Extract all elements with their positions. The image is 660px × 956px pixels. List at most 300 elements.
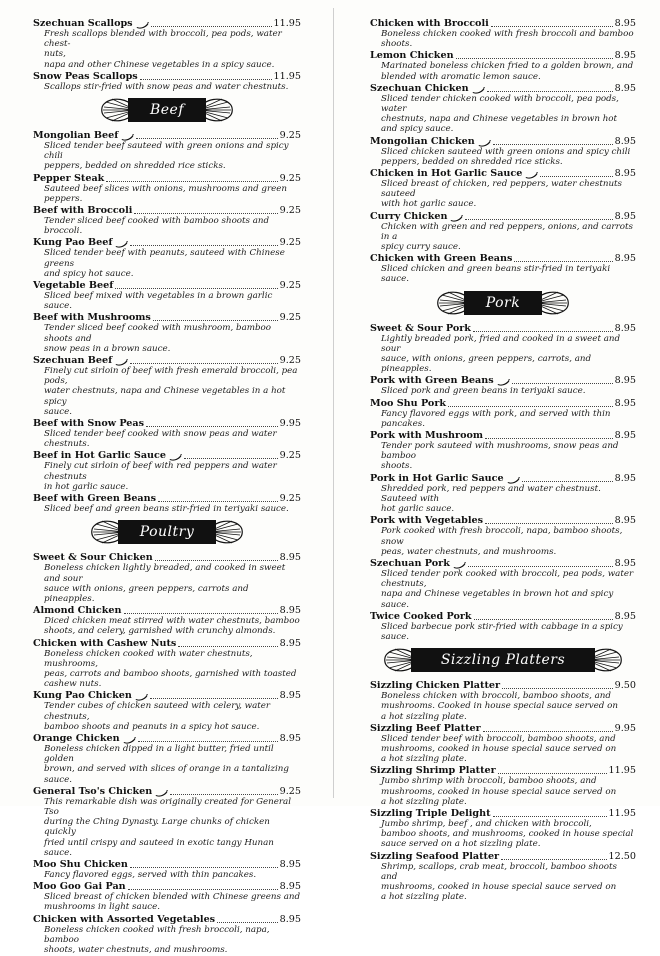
menu-item bbox=[370, 168, 636, 210]
dot-leader bbox=[150, 697, 278, 699]
dish-price: 8.95 bbox=[614, 557, 636, 569]
dish-description: peppers, bedded on shredded rice sticks. bbox=[381, 156, 563, 167]
menu-column-left bbox=[33, 18, 301, 956]
dish-name: Sweet & Sour Pork bbox=[370, 322, 471, 334]
dish-description: bamboo shoots, and mushrooms, cooked in house special bbox=[381, 829, 634, 840]
dish-name: Szechuan Chicken bbox=[370, 82, 469, 94]
dish-description: This remarkable dish was originally created for General Tso bbox=[44, 796, 292, 817]
dish-description: Scallops stir-fried with snow peas and water chestnuts. bbox=[44, 81, 289, 92]
dish-name: Kung Pao Beef bbox=[33, 237, 113, 249]
dish-price: 9.95 bbox=[614, 722, 636, 734]
menu-item-header bbox=[370, 558, 636, 569]
menu-item bbox=[33, 690, 301, 732]
menu-item bbox=[33, 733, 301, 785]
section-banner-poultry bbox=[33, 518, 301, 546]
dot-leader bbox=[501, 858, 606, 860]
chili-pepper-icon bbox=[169, 453, 182, 460]
dot-leader bbox=[485, 437, 613, 439]
dish-price: 8.95 bbox=[279, 637, 301, 649]
dish-description: Diced chicken meat stirred with water chestnuts, bamboo bbox=[44, 616, 300, 627]
menu-item bbox=[33, 130, 301, 172]
dish-name: Pork with Green Beans bbox=[370, 375, 494, 387]
dish-description: mushrooms. Cooked in house special sauce served on bbox=[381, 701, 618, 712]
menu-item bbox=[33, 280, 301, 311]
menu-item-header bbox=[370, 473, 636, 484]
dish-name: Chicken with Assorted Vegetables bbox=[33, 913, 216, 925]
menu-item-header bbox=[370, 83, 636, 94]
dot-leader bbox=[140, 78, 272, 80]
dish-name: Sizzling Seafood Platter bbox=[370, 850, 500, 862]
dish-name: Orange Chicken bbox=[33, 732, 120, 744]
dish-name: Sweet & Sour Chicken bbox=[33, 552, 153, 564]
dish-description: Sliced tender beef cooked with snow peas and water chestnuts. bbox=[44, 429, 277, 450]
dish-price: 8.95 bbox=[279, 690, 301, 702]
section-banner-beef bbox=[33, 96, 301, 124]
dish-description: Sliced tender pork cooked with broccoli, pea pods, water chestnuts, bbox=[381, 568, 634, 590]
dot-leader bbox=[130, 244, 277, 246]
menu-item-header bbox=[33, 493, 301, 504]
dish-price: 9.25 bbox=[279, 785, 301, 797]
dot-leader bbox=[134, 212, 277, 214]
menu-item bbox=[370, 136, 636, 167]
dish-price: 8.95 bbox=[614, 430, 636, 442]
menu-item bbox=[33, 355, 301, 417]
menu-item-header bbox=[370, 50, 636, 61]
dish-name: Twice Cooked Pork bbox=[370, 610, 472, 622]
dish-price: 8.95 bbox=[614, 18, 636, 29]
menu-item bbox=[33, 71, 301, 92]
dot-leader bbox=[136, 137, 277, 139]
menu-item bbox=[33, 638, 301, 690]
dot-leader bbox=[485, 522, 613, 524]
dot-leader bbox=[491, 25, 613, 27]
menu-item bbox=[33, 605, 301, 636]
dish-price: 8.95 bbox=[614, 375, 636, 387]
dot-leader bbox=[493, 143, 613, 145]
menu-item-header bbox=[33, 280, 301, 291]
menu-item-header bbox=[370, 136, 636, 147]
menu-item-header bbox=[33, 237, 301, 248]
section-title: Poultry bbox=[118, 520, 217, 544]
dish-price: 9.25 bbox=[279, 355, 301, 367]
dish-description: Fresh scallops blended with broccoli, pea pods, water chest- bbox=[44, 29, 282, 50]
dish-price: 8.95 bbox=[614, 50, 636, 62]
dish-price: 9.25 bbox=[279, 172, 301, 184]
menu-item bbox=[370, 808, 636, 850]
dish-name: Chicken with Green Beans bbox=[370, 253, 513, 265]
menu-item-header bbox=[370, 765, 636, 776]
dish-name: Vegetable Beef bbox=[33, 280, 114, 292]
dish-price: 11.95 bbox=[273, 18, 301, 29]
section-title: Beef bbox=[128, 98, 206, 122]
menu-item bbox=[33, 205, 301, 236]
menu-item-header bbox=[33, 450, 301, 461]
dish-name: Szechuan Beef bbox=[33, 355, 113, 367]
chili-pepper-icon bbox=[450, 214, 463, 221]
dish-description: Boneless chicken with broccoli, bamboo shoots, and bbox=[381, 691, 611, 702]
chili-pepper-icon bbox=[136, 21, 149, 28]
dish-price: 11.95 bbox=[273, 70, 301, 82]
menu-item-header bbox=[370, 375, 636, 386]
menu-item-header bbox=[370, 680, 636, 691]
dish-price: 8.95 bbox=[614, 135, 636, 147]
dish-description: nuts, bbox=[44, 49, 66, 60]
dish-description: brown, and served with slices of orange in a tantalizing sauce. bbox=[44, 764, 289, 785]
menu-item-header bbox=[370, 398, 636, 409]
menu-item-header bbox=[33, 914, 301, 925]
dish-description: Tender pork sauteed with mushrooms, snow peas and bamboo bbox=[381, 441, 619, 462]
dish-description: Boneless chicken dipped in a light butter, fried until golden bbox=[44, 743, 274, 765]
menu-item-header bbox=[370, 211, 636, 222]
dish-description: Sliced tender chicken cooked with broccoli, pea pods, water bbox=[381, 93, 619, 115]
menu-item bbox=[370, 765, 636, 807]
section-banner-sizzling-platters bbox=[370, 646, 636, 674]
dish-description: cashew nuts. bbox=[44, 679, 102, 690]
dot-leader bbox=[130, 866, 278, 868]
chili-pepper-icon bbox=[115, 358, 128, 365]
dish-price: 8.95 bbox=[614, 168, 636, 180]
menu-item bbox=[33, 881, 301, 912]
menu-column-right bbox=[370, 18, 636, 903]
dish-price: 8.95 bbox=[614, 610, 636, 622]
dish-description: Finely cut sirloin of beef with fresh emerald broccoli, pea pods, bbox=[44, 366, 298, 387]
dot-leader bbox=[170, 793, 277, 795]
section-title: Pork bbox=[464, 291, 542, 315]
menu-item bbox=[33, 450, 301, 492]
dish-name: Pork in Hot Garlic Sauce bbox=[370, 472, 504, 484]
dot-leader bbox=[487, 90, 613, 92]
dish-description: Fancy flavored eggs with pork, and served with thin pancakes. bbox=[381, 408, 611, 429]
menu-item-header bbox=[33, 18, 301, 29]
dot-leader bbox=[448, 405, 613, 407]
dish-description: Fancy flavored eggs, served with thin pancakes. bbox=[44, 869, 257, 880]
dish-name: Mongolian Beef bbox=[33, 130, 119, 142]
dish-name: Chicken with Broccoli bbox=[370, 18, 489, 29]
dot-leader bbox=[498, 772, 607, 774]
dish-description: sauce, with onions, green peppers, carrots, and pineapples. bbox=[381, 354, 592, 375]
section-title: Sizzling Platters bbox=[411, 648, 595, 672]
dot-leader bbox=[124, 612, 278, 614]
menu-item-header bbox=[370, 808, 636, 819]
dish-description: Chicken with green and red peppers, onions, and carrots in a bbox=[381, 221, 633, 242]
dot-leader bbox=[130, 362, 277, 364]
menu-item-header bbox=[370, 430, 636, 441]
dish-price: 8.95 bbox=[279, 552, 301, 564]
dish-price: 9.25 bbox=[279, 280, 301, 292]
menu-item bbox=[33, 237, 301, 279]
dot-leader bbox=[151, 25, 272, 27]
menu-item-header bbox=[33, 418, 301, 429]
dish-name: Beef with Broccoli bbox=[33, 205, 133, 217]
dot-leader bbox=[115, 287, 277, 289]
dot-leader bbox=[128, 888, 278, 890]
dish-description: fried until crispy and sauteed in exotic tangy Hunan sauce. bbox=[44, 837, 274, 858]
dish-price: 9.25 bbox=[279, 237, 301, 249]
menu-item-header bbox=[33, 786, 301, 797]
menu-item-header bbox=[370, 611, 636, 622]
menu-item bbox=[370, 50, 636, 81]
dish-name: Sizzling Chicken Platter bbox=[370, 680, 501, 692]
menu-item bbox=[370, 851, 636, 903]
menu-item bbox=[370, 211, 636, 253]
dish-name: Moo Goo Gai Pan bbox=[33, 881, 126, 893]
dish-name: Moo Shu Pork bbox=[370, 397, 447, 409]
menu-item-header bbox=[33, 733, 301, 744]
dot-leader bbox=[184, 457, 278, 459]
dish-description: Finely cut sirloin of beef with red peppers and water chestnuts bbox=[44, 461, 277, 482]
menu-item bbox=[370, 398, 636, 429]
dot-leader bbox=[155, 559, 278, 561]
dot-leader bbox=[512, 382, 613, 384]
dish-description: a hot sizzling plate. bbox=[381, 892, 467, 903]
dish-name: Snow Peas Scallops bbox=[33, 70, 138, 82]
menu-item-header bbox=[33, 205, 301, 216]
dish-description: peas, water chestnuts, and mushrooms. bbox=[381, 546, 557, 557]
dot-leader bbox=[158, 500, 278, 502]
menu-item-header bbox=[370, 723, 636, 734]
dish-description: in hot garlic sauce. bbox=[44, 481, 129, 492]
dish-name: General Tso's Chicken bbox=[33, 785, 153, 797]
dot-leader bbox=[153, 319, 278, 321]
menu-item bbox=[33, 552, 301, 604]
chili-pepper-icon bbox=[121, 133, 134, 140]
dish-price: 8.95 bbox=[614, 397, 636, 409]
dish-price: 8.95 bbox=[279, 913, 301, 925]
dish-name: Beef with Snow Peas bbox=[33, 418, 145, 430]
dish-description: sauce. bbox=[44, 406, 73, 417]
menu-item bbox=[370, 253, 636, 284]
dish-description: Boneless chicken lightly breaded, and cooked in sweet and sour bbox=[44, 563, 286, 584]
dish-description: Jumbo shrimp with broccoli, bamboo shoots, and bbox=[381, 776, 597, 787]
menu-item bbox=[370, 680, 636, 722]
dish-description: during the Ching Dynasty. Large chunks of chicken quickly bbox=[44, 817, 270, 838]
chili-pepper-icon bbox=[472, 86, 485, 93]
dish-name: Szechuan Pork bbox=[370, 557, 450, 569]
dish-price: 8.95 bbox=[614, 253, 636, 265]
dish-description: Jumbo shrimp, beef , and chicken with broccoli, bbox=[381, 818, 592, 829]
dish-description: Sliced tender beef with broccoli, bamboo shoots, and bbox=[381, 733, 616, 744]
dish-name: Pork with Mushroom bbox=[370, 430, 484, 442]
dish-name: Pork with Vegetables bbox=[370, 515, 484, 527]
dish-description: napa and Chinese vegetables in brown hot and spicy sauce. bbox=[381, 589, 614, 610]
dish-name: Sizzling Shrimp Platter bbox=[370, 765, 496, 777]
dish-description: Sliced tender beef sauteed with green onions and spicy chili bbox=[44, 141, 289, 162]
dish-description: Sliced beef mixed with vegetables in a brown garlic sauce. bbox=[44, 291, 273, 312]
dish-description: peppers, bedded on shredded rice sticks. bbox=[44, 161, 226, 172]
dish-price: 8.95 bbox=[614, 472, 636, 484]
dot-leader bbox=[540, 175, 612, 177]
dot-leader bbox=[522, 480, 613, 482]
dish-price: 8.95 bbox=[279, 732, 301, 744]
dish-description: Pork cooked with fresh broccoli, napa, bamboo shoots, snow bbox=[381, 526, 623, 547]
chili-pepper-icon bbox=[497, 378, 510, 385]
menu-item-header bbox=[370, 515, 636, 526]
menu-item bbox=[33, 18, 301, 70]
menu-item-header bbox=[33, 173, 301, 184]
dish-description: a hot sizzling plate. bbox=[381, 754, 467, 765]
menu-item-header bbox=[370, 323, 636, 334]
dish-description: Sliced beef and green beans stir-fried in teriyaki sauce. bbox=[44, 504, 289, 515]
dish-description: mushrooms, cooked in house special sauce served on bbox=[381, 881, 617, 892]
dish-description: Sliced tender beef with peanuts, sauteed with Chinese greens bbox=[44, 248, 285, 269]
menu-item-header bbox=[33, 638, 301, 649]
dish-description: water chestnuts, napa and Chinese vegetables in a hot spicy bbox=[44, 386, 286, 407]
dish-name: Sizzling Triple Delight bbox=[370, 807, 491, 819]
dot-leader bbox=[178, 645, 277, 647]
dot-leader bbox=[473, 330, 613, 332]
chili-pepper-icon bbox=[507, 476, 520, 483]
menu-item bbox=[33, 312, 301, 354]
dish-description: sauce with onions, green peppers, carrots and pineapples. bbox=[44, 583, 249, 604]
dish-name: Mongolian Chicken bbox=[370, 135, 475, 147]
menu-item bbox=[370, 723, 636, 765]
chili-pepper-icon bbox=[135, 693, 148, 700]
dish-name: Beef in Hot Garlic Sauce bbox=[33, 450, 166, 462]
dish-price: 9.25 bbox=[279, 312, 301, 324]
dish-description: shoots, water chestnuts, and mushrooms. bbox=[44, 944, 228, 955]
dish-description: a hot sizzling plate. bbox=[381, 796, 467, 807]
dish-description: Tender sliced beef cooked with mushroom, bamboo shoots and bbox=[44, 323, 272, 344]
dot-leader bbox=[146, 425, 278, 427]
chili-pepper-icon bbox=[525, 171, 538, 178]
dish-price: 9.25 bbox=[279, 493, 301, 505]
dish-description: blended with aromatic lemon sauce. bbox=[381, 71, 541, 82]
menu-item bbox=[33, 493, 301, 514]
dot-leader bbox=[474, 618, 613, 620]
dish-description: Tender sliced beef cooked with bamboo shoots and broccoli. bbox=[44, 216, 270, 237]
dish-description: shoots, and celery, garnished with crunchy almonds. bbox=[44, 626, 276, 637]
dish-description: spicy curry sauce. bbox=[381, 242, 461, 253]
dot-leader bbox=[217, 921, 278, 923]
dish-price: 8.95 bbox=[614, 515, 636, 527]
dish-price: 9.25 bbox=[279, 130, 301, 142]
dish-name: Almond Chicken bbox=[33, 605, 122, 617]
dish-description: mushrooms in light sauce. bbox=[44, 902, 161, 913]
dot-leader bbox=[465, 218, 612, 220]
chili-pepper-icon bbox=[123, 736, 136, 743]
chili-pepper-icon bbox=[478, 139, 491, 146]
dish-description: Sliced breast of chicken blended with Chinese greens and bbox=[44, 892, 301, 903]
dot-leader bbox=[483, 730, 613, 732]
dish-description: Sliced chicken sauteed with green onions and spicy chili bbox=[381, 146, 631, 157]
menu-item bbox=[33, 786, 301, 858]
menu-item-header bbox=[33, 355, 301, 366]
dot-leader bbox=[138, 740, 278, 742]
dish-description: Lightly breaded pork, fried and cooked in a sweet and sour bbox=[381, 333, 621, 354]
dish-description: chestnuts, napa and Chinese vegetables in brown hot bbox=[381, 114, 618, 125]
dish-price: 11.95 bbox=[608, 807, 636, 819]
dish-description: sauce served on a hot sizzling plate. bbox=[381, 839, 541, 850]
dish-description: Sliced pork and green beans in teriyaki sauce. bbox=[381, 386, 586, 397]
section-banner-pork bbox=[370, 289, 636, 317]
dish-price: 8.95 bbox=[279, 881, 301, 893]
menu-item bbox=[370, 323, 636, 375]
menu-item-header bbox=[370, 18, 636, 29]
menu-item bbox=[370, 430, 636, 472]
dish-price: 8.95 bbox=[279, 605, 301, 617]
dish-description: napa and other Chinese vegetables in a spicy sauce. bbox=[44, 59, 275, 70]
menu-item bbox=[33, 418, 301, 449]
dish-price: 8.95 bbox=[614, 322, 636, 334]
column-divider bbox=[333, 8, 334, 798]
dish-description: a hot sizzling plate. bbox=[381, 711, 467, 722]
dot-leader bbox=[514, 260, 612, 262]
dish-description: mushrooms, cooked in house special sauce served on bbox=[381, 743, 617, 754]
menu-item-header bbox=[33, 71, 301, 82]
dish-description: hot garlic sauce. bbox=[381, 504, 455, 515]
menu-item bbox=[33, 914, 301, 956]
dish-name: Chicken in Hot Garlic Sauce bbox=[370, 168, 523, 180]
menu-item bbox=[370, 611, 636, 642]
menu-item-header bbox=[370, 253, 636, 264]
dot-leader bbox=[456, 57, 613, 59]
dish-description: bamboo shoots and peanuts in a spicy hot sauce. bbox=[44, 721, 260, 732]
dish-description: peas, carrots and bamboo shoots, garnished with toasted bbox=[44, 668, 297, 679]
dish-description: mushrooms, cooked in house special sauce served on bbox=[381, 786, 617, 797]
menu-item bbox=[33, 859, 301, 880]
dish-name: Beef with Green Beans bbox=[33, 493, 157, 505]
dish-description: shoots. bbox=[381, 461, 413, 472]
chili-pepper-icon bbox=[155, 789, 168, 796]
menu-item bbox=[370, 473, 636, 515]
menu-item bbox=[33, 173, 301, 204]
menu-item bbox=[370, 83, 636, 135]
dish-description: Sliced breast of chicken, red peppers, water chestnuts sauteed bbox=[381, 179, 622, 200]
dish-description: Boneless chicken cooked with fresh broccoli and bamboo shoots. bbox=[381, 29, 634, 50]
dish-price: 11.95 bbox=[608, 765, 636, 777]
menu-item bbox=[370, 375, 636, 396]
dish-description: Sliced barbecue pork stir-fried with cabbage in a spicy sauce. bbox=[381, 621, 623, 642]
dot-leader bbox=[106, 180, 277, 182]
menu-item-header bbox=[33, 859, 301, 870]
menu-item-header bbox=[370, 168, 636, 179]
chili-pepper-icon bbox=[115, 240, 128, 247]
dish-price: 9.25 bbox=[279, 205, 301, 217]
dish-name: Chicken with Cashew Nuts bbox=[33, 637, 177, 649]
dish-name: Szechuan Scallops bbox=[33, 18, 133, 29]
dot-leader bbox=[468, 565, 613, 567]
dish-description: Boneless chicken cooked with fresh broccoli, napa, bamboo bbox=[44, 924, 270, 945]
menu-item-header bbox=[33, 312, 301, 323]
dot-leader bbox=[502, 687, 613, 689]
dish-name: Kung Pao Chicken bbox=[33, 690, 132, 702]
dish-description: and spicy hot sauce. bbox=[44, 268, 134, 279]
dish-name: Sizzling Beef Platter bbox=[370, 722, 481, 734]
dish-description: snow peas in a brown sauce. bbox=[44, 343, 171, 354]
menu-item-header bbox=[370, 851, 636, 862]
dish-price: 8.95 bbox=[614, 210, 636, 222]
dish-description: Sauteed beef slices with onions, mushrooms and green peppers. bbox=[44, 183, 288, 204]
dish-description: Boneless chicken cooked with water chestnuts, mushrooms, bbox=[44, 648, 253, 669]
dish-price: 9.25 bbox=[279, 450, 301, 462]
dish-price: 9.95 bbox=[279, 418, 301, 430]
dish-description: with hot garlic sauce. bbox=[381, 199, 477, 210]
menu-item-header bbox=[33, 881, 301, 892]
dish-name: Curry Chicken bbox=[370, 210, 448, 222]
menu-item-header bbox=[33, 605, 301, 616]
dish-description: Marinated boneless chicken fried to a golden brown, and bbox=[381, 61, 634, 72]
dish-price: 12.50 bbox=[608, 850, 636, 862]
menu-item bbox=[370, 18, 636, 49]
dish-name: Lemon Chicken bbox=[370, 50, 454, 62]
dish-description: Shrimp, scallops, crab meat, broccoli, bamboo shoots and bbox=[381, 861, 617, 882]
menu-item-header bbox=[33, 690, 301, 701]
dish-name: Beef with Mushrooms bbox=[33, 312, 151, 324]
dish-description: Sliced chicken and green beans stir-fried in teriyaki sauce. bbox=[381, 264, 611, 285]
dish-name: Pepper Steak bbox=[33, 172, 105, 184]
dish-price: 9.50 bbox=[614, 680, 636, 692]
dish-description: Tender cubes of chicken sauteed with celery, water chestnuts, bbox=[44, 701, 271, 722]
